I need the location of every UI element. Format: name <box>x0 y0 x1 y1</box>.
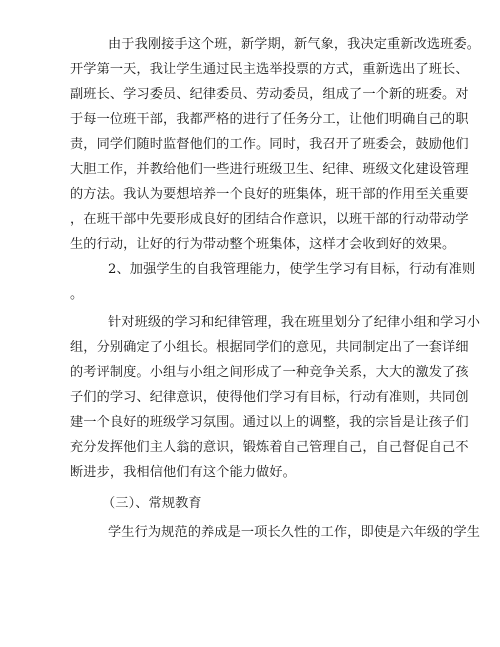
section-heading-3: （三）、常规教育 <box>102 496 202 511</box>
paragraph-1-line-9: 生的行动，让好的行为带动整个班集体，这样才会收到好的效果。 <box>70 237 456 252</box>
paragraph-3-line-1: 学生行为规范的养成是一项长久性的工作，即使是六年级的学生 <box>108 525 481 540</box>
paragraph-2-line-4: 子们的学习、纪律意识，使得他们学习有目标，行动有准则，共同创 <box>70 390 469 405</box>
paragraph-2-line-7: 断进步，我相信他们有这个能力做好。 <box>70 465 296 480</box>
paragraph-1-line-6: 大胆工作，并教给他们一些进行班级卫生、纪律、班级文化建设管理 <box>70 162 469 177</box>
paragraph-1-line-1: 由于我刚接手这个班，新学期，新气象，我决定重新改选班委。 <box>108 37 481 52</box>
paragraph-2-line-6: 充分发挥他们主人翁的意识，锻炼着自己管理自己，自己督促自己不 <box>70 440 469 455</box>
paragraph-2-line-5: 建一个良好的班级学习氛围。通过以上的调整，我的宗旨是让孩子们 <box>70 415 469 430</box>
paragraph-2-line-1: 针对班级的学习和纪律管理，我在班里划分了纪律小组和学习小 <box>108 315 481 330</box>
paragraph-1-line-4: 于每一位班干部，我都严格的进行了任务分工，让他们明确自己的职 <box>70 112 469 127</box>
paragraph-2-line-3: 的考评制度。小组与小组之间形成了一种竞争关系，大大的激发了孩 <box>70 365 469 380</box>
section-heading-2: 2、加强学生的自我管理能力，使学生学习有目标，行动有准则 <box>108 262 476 277</box>
paragraph-1-line-7: 的方法。我认为要想培养一个良好的班集体，班干部的作用至关重要 <box>70 187 469 202</box>
paragraph-1-line-2: 开学第一天，我让学生通过民主选举投票的方式，重新选出了班长、 <box>70 62 469 77</box>
paragraph-1-line-8: ，在班干部中先要形成良好的团结合作意识，以班干部的行动带动学 <box>70 212 469 227</box>
paragraph-1-line-3: 副班长、学习委员、纪律委员、劳动委员，组成了一个新的班委。对 <box>70 87 469 102</box>
paragraph-1-line-5: 责，同学们随时监督他们的工作。同时，我召开了班委会，鼓励他们 <box>70 137 469 152</box>
paragraph-2-line-2: 组，分别确定了小组长。根据同学们的意见，共同制定出了一套详细 <box>70 340 469 355</box>
section-heading-2-tail: 。 <box>70 287 84 302</box>
